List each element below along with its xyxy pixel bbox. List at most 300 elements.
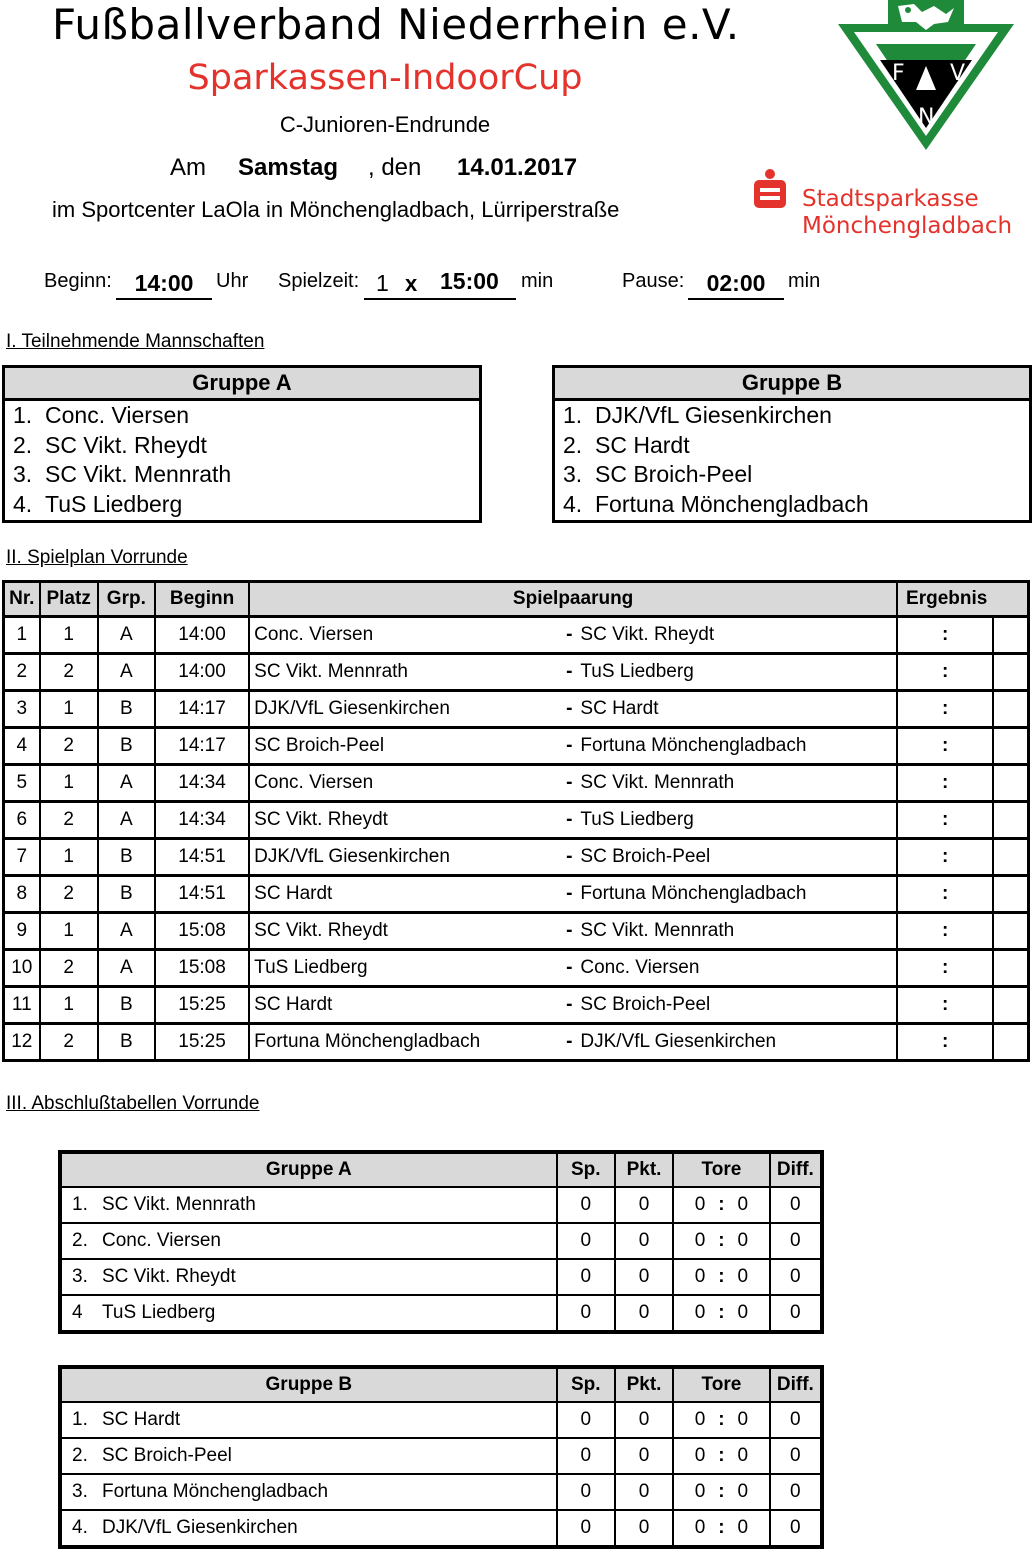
result-colon: : (942, 809, 949, 830)
standing-diff: 0 (770, 1510, 822, 1547)
match-away: SC Vikt. Mennrath (580, 920, 735, 941)
match-result-extra[interactable] (993, 876, 1028, 913)
match-result[interactable] (897, 728, 993, 765)
match-grp: B (98, 987, 155, 1024)
match-result-extra[interactable] (993, 765, 1028, 802)
col-tore: Tore (673, 1152, 770, 1187)
match-away: SC Vikt. Rheydt (580, 624, 715, 645)
final-b-group: Gruppe B (60, 1367, 557, 1402)
round-subtitle: C-Junioren-Endrunde (279, 112, 491, 137)
table-row (4, 913, 1029, 950)
table-row (60, 1402, 822, 1438)
match-platz: 1 (40, 839, 98, 876)
list-item (13, 490, 479, 520)
spielzeit-label: Spielzeit: (278, 270, 360, 292)
schedule-table (2, 580, 1030, 1062)
match-platz: 2 (40, 802, 98, 839)
match-beginn: 15:08 (155, 950, 249, 987)
result-colon: : (942, 698, 949, 719)
list-item (563, 490, 1029, 520)
date-day: Samstag (238, 154, 339, 181)
match-platz: 1 (40, 987, 98, 1024)
standing-rank: 2. (72, 1230, 88, 1251)
group-a-title: Gruppe A (5, 368, 479, 401)
sponsor-name (802, 186, 1012, 240)
result-colon: : (942, 1031, 949, 1052)
match-platz: 1 (40, 691, 98, 728)
match-result-extra[interactable] (993, 728, 1028, 765)
match-home: SC Vikt. Mennrath (249, 654, 556, 691)
standing-pkt: 0 (615, 1474, 673, 1510)
team-name: Conc. Viersen (45, 402, 190, 428)
match-beginn: 14:34 (155, 765, 249, 802)
standing-goals-for: 0 (673, 1223, 709, 1259)
match-platz: 2 (40, 950, 98, 987)
standing-team: Fortuna Mönchengladbach (102, 1481, 329, 1502)
team-name: SC Vikt. Mennrath (45, 461, 232, 487)
match-beginn: 14:17 (155, 728, 249, 765)
standing-rank: 4. (72, 1517, 88, 1538)
match-dash: - (566, 809, 573, 830)
col-pkt: Pkt. (615, 1152, 673, 1187)
match-dash: - (566, 624, 573, 645)
match-result-extra[interactable] (993, 950, 1028, 987)
team-name: DJK/VfL Giesenkirchen (595, 402, 832, 428)
standing-goals-against: 0 (734, 1402, 770, 1438)
match-nr: 1 (4, 617, 40, 654)
standing-pkt: 0 (615, 1295, 673, 1332)
list-item (563, 460, 1029, 490)
match-away-cell (556, 913, 897, 950)
col-beginn: Beginn (155, 582, 249, 617)
match-grp: A (98, 950, 155, 987)
match-dash: - (566, 661, 573, 682)
beginn-value: 14:00 (116, 268, 212, 300)
spielzeit-value: 15:00 (440, 268, 499, 294)
match-home: SC Broich-Peel (249, 728, 556, 765)
table-row (4, 691, 1029, 728)
match-away: Conc. Viersen (580, 957, 700, 978)
col-grp: Grp. (98, 582, 155, 617)
match-beginn: 15:08 (155, 913, 249, 950)
standing-pkt: 0 (615, 1510, 673, 1547)
table-row (4, 876, 1029, 913)
standing-goals-against: 0 (734, 1438, 770, 1474)
match-result[interactable] (897, 950, 993, 987)
match-home: TuS Liedberg (249, 950, 556, 987)
table-row (4, 654, 1029, 691)
team-name: Fortuna Mönchengladbach (595, 490, 869, 517)
col-diff: Diff. (770, 1367, 822, 1402)
standing-goals-against: 0 (734, 1295, 770, 1332)
team-number: 3. (13, 461, 33, 487)
list-item (13, 401, 479, 431)
match-result[interactable] (897, 876, 993, 913)
match-nr: 12 (4, 1024, 40, 1061)
match-grp: B (98, 1024, 155, 1061)
match-result-extra[interactable] (993, 913, 1028, 950)
match-beginn: 14:51 (155, 839, 249, 876)
col-sp: Sp. (557, 1152, 615, 1187)
table-row (60, 1187, 822, 1223)
spielzeit-unit: min (521, 270, 554, 292)
standing-rank: 3. (72, 1266, 88, 1287)
standing-diff: 0 (770, 1402, 822, 1438)
match-home: DJK/VfL Giesenkirchen (249, 691, 556, 728)
table-row (4, 839, 1029, 876)
standing-goals-against: 0 (734, 1474, 770, 1510)
standing-team: TuS Liedberg (102, 1302, 216, 1323)
table-row (4, 1024, 1029, 1061)
list-item (13, 460, 479, 490)
list-item (563, 401, 1029, 431)
standing-diff: 0 (770, 1295, 822, 1332)
standing-goals-colon: : (709, 1474, 733, 1510)
final-table-b (58, 1365, 824, 1549)
col-platz: Platz (40, 582, 98, 617)
match-platz: 2 (40, 728, 98, 765)
pause-value: 02:00 (688, 268, 784, 300)
match-result-extra[interactable] (993, 802, 1028, 839)
match-beginn: 14:34 (155, 802, 249, 839)
standing-rank: 3. (72, 1481, 88, 1502)
standing-pkt: 0 (615, 1259, 673, 1295)
standing-diff: 0 (770, 1187, 822, 1223)
standing-team: DJK/VfL Giesenkirchen (102, 1517, 298, 1538)
match-platz: 2 (40, 876, 98, 913)
standing-goals-against: 0 (734, 1187, 770, 1223)
match-home: SC Vikt. Rheydt (249, 802, 556, 839)
table-row (4, 765, 1029, 802)
match-nr: 11 (4, 987, 40, 1024)
match-platz: 2 (40, 654, 98, 691)
match-away: Fortuna Mönchengladbach (580, 883, 807, 904)
standing-rank: 4 (72, 1302, 83, 1323)
team-number: 1. (563, 402, 583, 428)
pause-label: Pause: (622, 270, 685, 292)
standing-sp: 0 (557, 1295, 615, 1332)
standing-rank: 2. (72, 1445, 88, 1466)
standing-team-cell (60, 1438, 557, 1474)
match-grp: A (98, 765, 155, 802)
match-result[interactable] (897, 691, 993, 728)
result-colon: : (942, 957, 949, 978)
team-name: SC Vikt. Rheydt (45, 431, 207, 458)
standing-pkt: 0 (615, 1402, 673, 1438)
list-item (13, 431, 479, 461)
standing-goals-against: 0 (734, 1510, 770, 1547)
match-platz: 1 (40, 765, 98, 802)
match-away-cell (556, 950, 897, 987)
match-nr: 9 (4, 913, 40, 950)
result-colon: : (942, 772, 949, 793)
venue-text: im Sportcenter LaOla in Mönchengladbach, Lürriperstraße (52, 197, 620, 222)
match-dash: - (566, 1031, 573, 1052)
standing-diff: 0 (770, 1438, 822, 1474)
match-dash: - (566, 846, 573, 867)
match-home: SC Vikt. Rheydt (249, 913, 556, 950)
match-away: TuS Liedberg (580, 661, 694, 682)
match-home: Fortuna Mönchengladbach (249, 1024, 556, 1061)
standing-sp: 0 (557, 1402, 615, 1438)
match-home: Conc. Viersen (249, 617, 556, 654)
match-result-extra[interactable] (993, 617, 1028, 654)
page-title: Fußballverband Niederrhein e.V. (52, 0, 740, 49)
match-dash: - (566, 698, 573, 719)
table-row (4, 950, 1029, 987)
match-result[interactable] (897, 839, 993, 876)
table-row (60, 1474, 822, 1510)
match-grp: B (98, 691, 155, 728)
match-result-extra[interactable] (993, 691, 1028, 728)
standing-team: SC Vikt. Mennrath (102, 1194, 256, 1215)
result-colon: : (942, 883, 949, 904)
col-ergebnis: Ergebnis (897, 582, 1028, 617)
col-pkt: Pkt. (615, 1367, 673, 1402)
match-nr: 6 (4, 802, 40, 839)
spielzeit-count: 1 (376, 270, 389, 296)
result-colon: : (942, 735, 949, 756)
date-value: 14.01.2017 (457, 154, 578, 181)
cup-title: Sparkassen-IndoorCup (187, 58, 583, 98)
match-beginn: 14:00 (155, 617, 249, 654)
standing-goals-for: 0 (673, 1438, 709, 1474)
col-sp: Sp. (557, 1367, 615, 1402)
group-b-title: Gruppe B (555, 368, 1029, 401)
match-away: DJK/VfL Giesenkirchen (580, 1031, 777, 1052)
team-name: SC Hardt (595, 431, 690, 458)
col-diff: Diff. (770, 1152, 822, 1187)
match-grp: A (98, 617, 155, 654)
table-row (60, 1438, 822, 1474)
group-b-box (552, 365, 1032, 523)
section-schedule-heading: II. Spielplan Vorrunde (6, 547, 188, 568)
match-away: SC Hardt (580, 698, 659, 719)
match-result[interactable] (897, 654, 993, 691)
match-away: SC Broich-Peel (580, 994, 711, 1015)
match-away-cell (556, 728, 897, 765)
final-a-group: Gruppe A (60, 1152, 557, 1187)
match-result[interactable] (897, 987, 993, 1024)
match-dash: - (566, 920, 573, 941)
standing-goals-colon: : (709, 1223, 733, 1259)
date-am-label: Am (170, 154, 206, 181)
match-nr: 8 (4, 876, 40, 913)
standing-diff: 0 (770, 1474, 822, 1510)
table-row (60, 1259, 822, 1295)
standing-goals-colon: : (709, 1259, 733, 1295)
table-row (4, 617, 1029, 654)
table-row (4, 728, 1029, 765)
standing-goals-colon: : (709, 1402, 733, 1438)
team-number: 4. (13, 490, 33, 517)
match-grp: B (98, 839, 155, 876)
match-grp: B (98, 728, 155, 765)
match-away-cell (556, 617, 897, 654)
standing-goals-against: 0 (734, 1259, 770, 1295)
match-away-cell (556, 691, 897, 728)
standing-team: Conc. Viersen (102, 1230, 221, 1251)
result-colon: : (942, 661, 949, 682)
standing-sp: 0 (557, 1187, 615, 1223)
standing-team-cell (60, 1223, 557, 1259)
match-home: SC Hardt (249, 987, 556, 1024)
team-number: 3. (563, 461, 583, 487)
team-number: 2. (563, 431, 583, 458)
fvn-letter-f: F (892, 61, 905, 86)
team-number: 4. (563, 490, 583, 517)
date-den-label: , den (368, 154, 422, 181)
match-grp: B (98, 876, 155, 913)
standing-pkt: 0 (615, 1223, 673, 1259)
match-result-extra[interactable] (993, 839, 1028, 876)
standing-goals-against: 0 (734, 1223, 770, 1259)
fvn-logo (836, 0, 1016, 152)
match-away: SC Vikt. Mennrath (580, 772, 735, 793)
match-result[interactable] (897, 765, 993, 802)
standing-diff: 0 (770, 1223, 822, 1259)
match-result[interactable] (897, 617, 993, 654)
standing-team: SC Hardt (102, 1409, 181, 1430)
match-away: TuS Liedberg (580, 809, 694, 830)
match-beginn: 14:17 (155, 691, 249, 728)
group-a-box (2, 365, 482, 523)
fvn-letter-v: V (950, 61, 966, 86)
match-result-extra[interactable] (993, 987, 1028, 1024)
match-result[interactable] (897, 1024, 993, 1061)
result-colon: : (942, 994, 949, 1015)
standing-sp: 0 (557, 1223, 615, 1259)
standing-goals-for: 0 (673, 1474, 709, 1510)
standing-goals-colon: : (709, 1510, 733, 1547)
standing-goals-colon: : (709, 1438, 733, 1474)
standing-team-cell (60, 1295, 557, 1332)
standing-team-cell (60, 1474, 557, 1510)
result-colon: : (942, 920, 949, 941)
standing-goals-for: 0 (673, 1295, 709, 1332)
standing-sp: 0 (557, 1438, 615, 1474)
pause-unit: min (788, 270, 821, 292)
final-table-a (58, 1150, 824, 1334)
section-finals-heading: III. Abschlußtabellen Vorrunde (6, 1093, 260, 1114)
standing-goals-colon: : (709, 1295, 733, 1332)
standing-pkt: 0 (615, 1187, 673, 1223)
match-platz: 2 (40, 1024, 98, 1061)
standing-goals-for: 0 (673, 1402, 709, 1438)
col-tore: Tore (673, 1367, 770, 1402)
standing-team-cell (60, 1510, 557, 1547)
match-away-cell (556, 802, 897, 839)
table-row (60, 1295, 822, 1332)
table-row (4, 802, 1029, 839)
standing-sp: 0 (557, 1474, 615, 1510)
match-dash: - (566, 735, 573, 756)
standing-team-cell (60, 1402, 557, 1438)
match-away-cell (556, 987, 897, 1024)
col-nr: Nr. (4, 582, 40, 617)
standing-goals-colon: : (709, 1187, 733, 1223)
match-result[interactable] (897, 802, 993, 839)
match-platz: 1 (40, 913, 98, 950)
fvn-letter-n: N (918, 105, 935, 130)
team-number: 1. (13, 402, 33, 428)
match-beginn: 15:25 (155, 1024, 249, 1061)
match-home: Conc. Viersen (249, 765, 556, 802)
result-colon: : (942, 624, 949, 645)
match-away-cell (556, 1024, 897, 1061)
col-spielpaarung: Spielpaarung (249, 582, 897, 617)
match-nr: 5 (4, 765, 40, 802)
match-dash: - (566, 994, 573, 1015)
beginn-unit: Uhr (216, 270, 249, 292)
sponsor-line-1: Stadtsparkasse (802, 186, 979, 212)
match-grp: A (98, 913, 155, 950)
match-nr: 7 (4, 839, 40, 876)
match-dash: - (566, 957, 573, 978)
standing-diff: 0 (770, 1259, 822, 1295)
standing-sp: 0 (557, 1259, 615, 1295)
match-away-cell (556, 839, 897, 876)
table-row (4, 987, 1029, 1024)
table-row (60, 1510, 822, 1547)
match-away-cell (556, 765, 897, 802)
match-beginn: 14:51 (155, 876, 249, 913)
standing-rank: 1. (72, 1409, 88, 1430)
match-beginn: 14:00 (155, 654, 249, 691)
standing-goals-for: 0 (673, 1187, 709, 1223)
match-nr: 10 (4, 950, 40, 987)
match-home: SC Hardt (249, 876, 556, 913)
standing-team-cell (60, 1259, 557, 1295)
match-grp: A (98, 654, 155, 691)
standing-sp: 0 (557, 1510, 615, 1547)
standing-rank: 1. (72, 1194, 88, 1215)
table-row (60, 1223, 822, 1259)
team-number: 2. (13, 431, 33, 458)
match-result[interactable] (897, 913, 993, 950)
match-nr: 3 (4, 691, 40, 728)
standing-team: SC Vikt. Rheydt (102, 1266, 236, 1287)
match-nr: 4 (4, 728, 40, 765)
match-result-extra[interactable] (993, 1024, 1028, 1061)
match-dash: - (566, 772, 573, 793)
match-away-cell (556, 654, 897, 691)
match-grp: A (98, 802, 155, 839)
standing-team-cell (60, 1187, 557, 1223)
match-beginn: 15:25 (155, 987, 249, 1024)
match-away: Fortuna Mönchengladbach (580, 735, 807, 756)
match-away-cell (556, 876, 897, 913)
list-item (563, 431, 1029, 461)
match-nr: 2 (4, 654, 40, 691)
section-teams-heading: I. Teilnehmende Mannschaften (6, 331, 265, 352)
match-platz: 1 (40, 617, 98, 654)
match-home: DJK/VfL Giesenkirchen (249, 839, 556, 876)
beginn-label: Beginn: (44, 270, 112, 292)
spielzeit-x: x (405, 271, 418, 296)
match-away: SC Broich-Peel (580, 846, 711, 867)
standing-team: SC Broich-Peel (102, 1445, 232, 1466)
team-name: TuS Liedberg (45, 490, 183, 517)
match-result-extra[interactable] (993, 654, 1028, 691)
sponsor-line-2: Mönchengladbach (802, 213, 1013, 239)
standing-goals-for: 0 (673, 1259, 709, 1295)
match-dash: - (566, 883, 573, 904)
team-name: SC Broich-Peel (595, 461, 753, 487)
standing-pkt: 0 (615, 1438, 673, 1474)
standing-goals-for: 0 (673, 1510, 709, 1547)
result-colon: : (942, 846, 949, 867)
